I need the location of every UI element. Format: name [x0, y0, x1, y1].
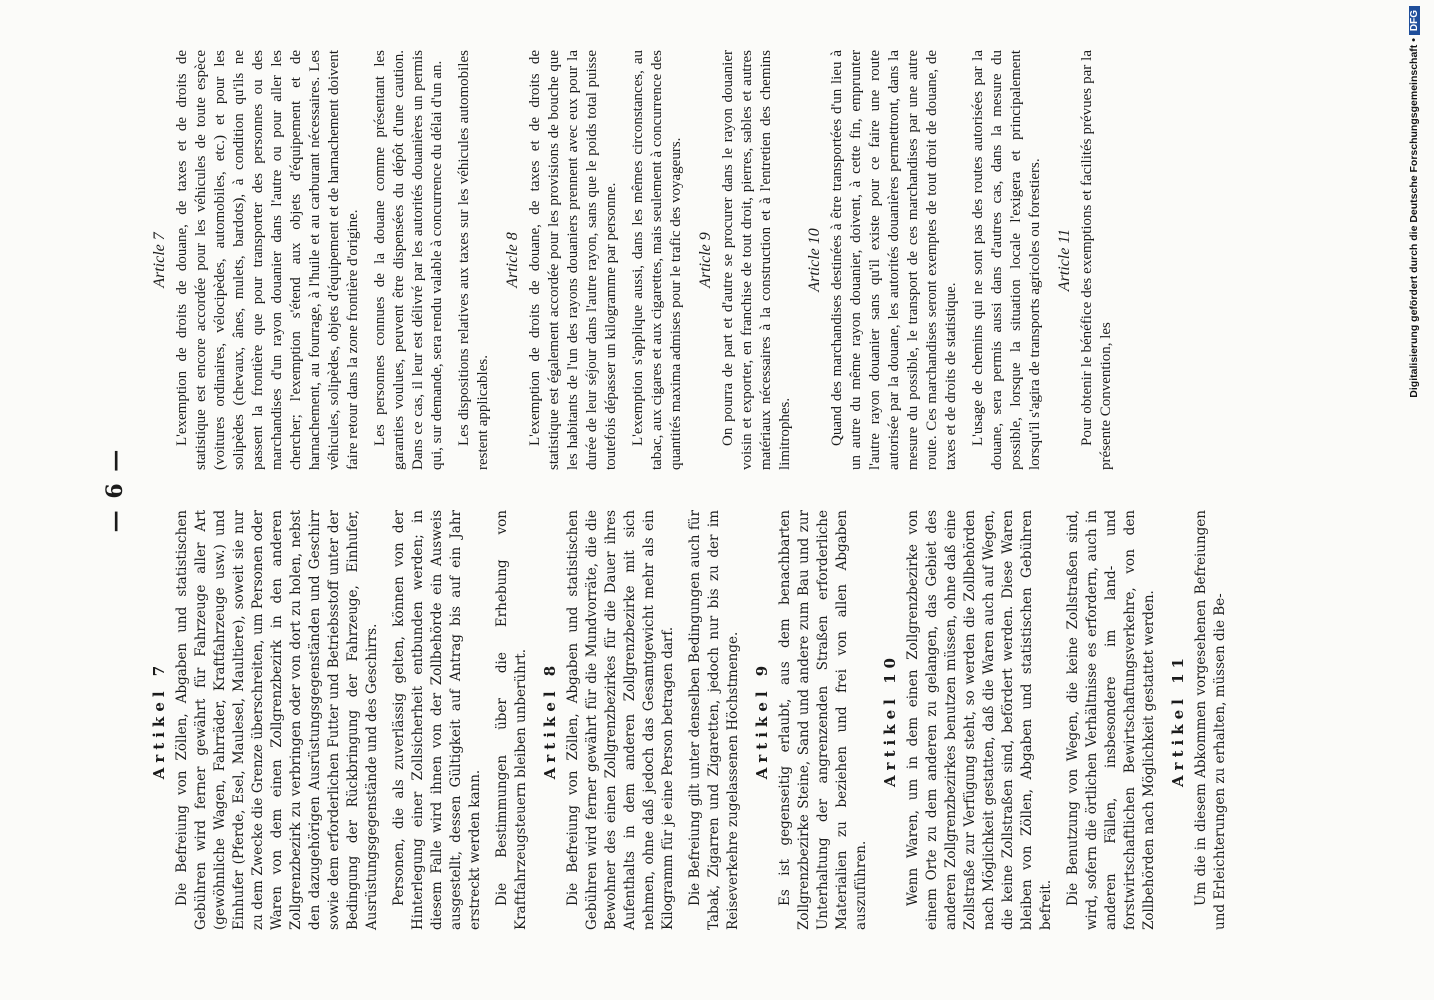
rotated-document-page: [60, 30, 1310, 950]
french-paragraph: Les personnes connues de la douane comme présentant les garanties voulues, peuvent être dispensées du dépôt d'une caution. Dans ce cas, il leur est délivré par les autorités douanières un permis qui, sur demande, sera rendu valable à concurrence du délai d'un an.: [372, 50, 445, 470]
german-paragraph: Die Bestimmungen über die Erhebung von Kraftfahrzeugsteuern bleiben unberührt.: [494, 510, 529, 930]
german-article-title: Artikel 7: [150, 660, 168, 780]
french-article-title: Article 10: [806, 228, 823, 292]
french-article-title: Article 7: [151, 232, 168, 288]
french-paragraph: L'usage de chemins qui ne sont pas des routes autorisées par la douane, sera permis aussi dans d'autres cas, dans la mesure du possible, lorsque la situation locale l'exigera et principalement lorsqu'il s'agira de transports agricoles ou forestiers.: [970, 50, 1043, 470]
digitization-margin: [1406, 6, 1430, 996]
german-paragraph: Wenn Waren, um in dem einen Zollgrenzbezirke von einem Orte zu dem anderen zu gelangen, das Gebiet des anderen Zollgrenzbezirkes benutzen müssen, ohne daß eine Zollstraße zur Verfügung steht, so werden die Zollbehörden nach Möglichkeit gestatten, daß die Waren auch auf Wegen, die keine Zollstraßen sind, befördert werden. Diese Waren bleiben von Zöllen, Abgaben und statistischen Gebühren befreit.: [905, 510, 1054, 930]
german-article-title: Artikel 8: [541, 660, 559, 780]
german-article-title: Artikel 11: [1169, 653, 1187, 787]
page-number: — 6 —: [102, 447, 128, 533]
german-paragraph: Um die in diesem Abkommen vorgesehenen Befreiungen und Erleichterungen zu erhalten, müssen die Be-: [1193, 510, 1228, 930]
french-paragraph: Pour obtenir le bénéfice des exemptions et facilités prévues par la présente Convention, les: [1079, 50, 1114, 470]
dfg-logo: DFG: [1409, 6, 1420, 35]
digitization-note: [1408, 6, 1420, 996]
french-paragraph: On pourra de part et d'autre se procurer dans le rayon douanier voisin et exporter, en franchise de tout droit, pierres, sables et autres matériaux nécessaires à la construction et à l'entretien des chemins limitrophes.: [720, 50, 793, 470]
french-article-title: Article 11: [1056, 228, 1073, 292]
german-paragraph: Die Befreiung von Zöllen, Abgaben und statistischen Gebühren wird ferner gewährt für Fahrzeuge aller Art (gewöhnliche Wagen, Fahrräder, Kraftfahrzeuge usw.) und Einhufer (Pferde, Esel, Maulesel, Maultiere), soweit sie nur zu dem Zwecke die Grenze überschreiten, um Personen oder Waren von dem einen Zollgrenzbezirk in den anderen Zollgrenzbezirk zu verbringen oder von dort zu holen, nebst den dazugehörigen Ausrüstungsgegenständen und Geschirr sowie dem erforderlichen Futter und Betriebsstoff unter der Bedingung der Rückbringung der Fahrzeuge, Einhufer, Ausrüstungsgegenstände und des Geschirrs.: [174, 510, 380, 930]
french-article-title: Article 9: [697, 232, 714, 288]
french-article-title: Article 8: [504, 232, 521, 288]
french-column: [140, 50, 1124, 470]
german-paragraph: Die Befreiung gilt unter denselben Bedingungen auch für Tabak, Zigarren und Zigaretten, jedoch nur bis zu der im Reiseverkehre zugelassenen Höchstmenge.: [687, 510, 741, 930]
digitization-note-text: Digitalisierung gefördert durch die Deutsche Forschungsgemeinschaft •: [1408, 38, 1420, 398]
french-paragraph: L'exemption s'applique aussi, dans les mêmes circonstances, au tabac, aux cigares et aux cigarettes, mais seulement à concurrence des quantités maxima admises pour le trafic des voyageurs.: [630, 50, 684, 470]
french-paragraph: Quand des marchandises destinées à être transportées d'un lieu à un autre du même rayon douanier, doivent, à cette fin, emprunter l'autre rayon douanier sans qu'il existe pour ce faire une route autorisée par la douane, les autorités douanières permettront, dans la mesure du possible, le transport de ces marchandises par une autre route. Ces marchandises seront exemptes de tout droit de douane, de taxes et de droits de statistique.: [829, 50, 959, 470]
german-paragraph: Es ist gegenseitig erlaubt, aus dem benachbarten Zollgrenzbezirke Steine, Sand und andere zum Bau und zur Unterhaltung der angrenzenden Straßen erforderliche Materialien zu beziehen und frei von allen Abgaben auszuführen.: [777, 510, 869, 930]
german-article-title: Artikel 10: [881, 653, 899, 787]
german-column: [140, 510, 1238, 930]
french-paragraph: Les dispositions relatives aux taxes sur les véhicules automobiles restent applicables.: [456, 50, 491, 470]
german-paragraph: Die Benutzung von Wegen, die keine Zollstraßen sind, wird, sofern die örtlichen Verhältnisse es erfordern, auch in anderen Fällen, insbesondere im land- und forstwirtschaftlichen Bewirtschaftungsverkehre, von den Zollbehörden nach Möglichkeit gestattet werden.: [1065, 510, 1157, 930]
french-paragraph: L'exemption de droits de douane, de taxes et de droits de statistique est encore accordée pour les véhicules de toute espèce (voitures ordinaires, vélocipèdes, automobiles, etc.) et pour les solipèdes (chevaux, ânes, mulets, bardots), à condition qu'ils ne passent la frontière que pour transporter des personnes ou des marchandises d'un rayon douanier dans l'autre ou pour aller les chercher; l'exemption s'étend aux objets d'équipement et de harnachement, au fourrage, à l'huile et au carburant nécessaires. Les véhicules, solipèdes, objets d'équipement et de harnachement doivent faire retour dans la zone frontière d'origine.: [174, 50, 361, 470]
french-paragraph: L'exemption de droits de douane, de taxes et de droits de statistique est également accordée pour les provisions de bouche que les habitants de l'un des rayons douaniers prennent avec eux pour la durée de leur séjour dans l'autre rayon, sans que le poids total puisse toutefois dépasser un kilogramme par personne.: [527, 50, 619, 470]
german-paragraph: Die Befreiung von Zöllen, Abgaben und statistischen Gebühren wird ferner gewährt für die Mundvorräte, die die Bewohner des einen Zollgrenzbezirkes für die Dauer ihres Aufenthalts in dem anderen Zollgrenzbezirke mit sich nehmen, ohne daß jedoch das Gesamtgewicht mehr als ein Kilogramm für je eine Person betragen darf.: [565, 510, 676, 930]
german-paragraph: Personen, die als zuverlässig gelten, können von der Hinterlegung einer Zollsicherheit entbunden werden; in diesem Falle wird ihnen von der Zollbehörde ein Ausweis ausgestellt, dessen Gültigkeit auf Antrag bis auf ein Jahr erstreckt werden kann.: [391, 510, 483, 930]
german-article-title: Artikel 9: [753, 660, 771, 780]
